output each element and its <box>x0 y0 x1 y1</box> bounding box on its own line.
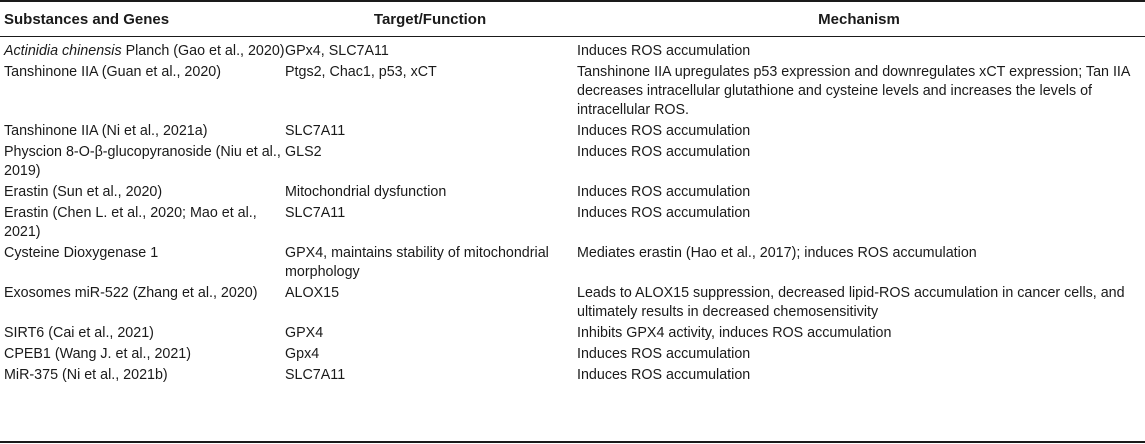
cell-mechanism: Induces ROS accumulation <box>577 205 751 221</box>
header-substances: Substances and Genes <box>4 11 170 28</box>
cell-substance-text: Cysteine Dioxygenase 1 <box>4 245 159 261</box>
cell-target: GPx4, SLC7A11 <box>285 43 389 59</box>
cell-mechanism: Induces ROS accumulation <box>577 367 751 383</box>
table-row <box>0 345 1145 364</box>
header-mechanism: Mechanism <box>818 11 900 28</box>
cell-substance <box>0 324 285 343</box>
cell-mechanism: Induces ROS accumulation <box>577 144 751 160</box>
cell-substance-text: Physcion 8-O-β-glucopyranoside (Niu et al., 2019) <box>4 144 281 179</box>
table-row <box>0 204 1145 242</box>
cell-substance-text: Erastin (Chen L. et al., 2020; Mao et al., 2021) <box>4 205 257 240</box>
cell-substance <box>0 345 285 364</box>
cell-substance-text: SIRT6 (Cai et al., 2021) <box>4 325 154 341</box>
cell-substance <box>0 42 285 61</box>
cell-target: SLC7A11 <box>285 123 346 139</box>
table-row <box>0 122 1145 141</box>
table-row <box>0 244 1145 282</box>
table-row <box>0 63 1145 120</box>
cell-substance-italic: Actinidia chinensis <box>4 43 122 59</box>
table-header-rule <box>0 36 1145 37</box>
table-header <box>0 2 1145 36</box>
cell-substance <box>0 63 285 82</box>
cell-mechanism: Induces ROS accumulation <box>577 346 751 362</box>
cell-substance-text: Erastin (Sun et al., 2020) <box>4 184 163 200</box>
cell-substance-text: MiR-375 (Ni et al., 2021b) <box>4 367 168 383</box>
cell-mechanism: Leads to ALOX15 suppression, decreased lipid-ROS accumulation in cancer cells, and ultimately results in decreased chemosensitivity <box>577 285 1125 320</box>
table-row <box>0 324 1145 343</box>
table-row <box>0 284 1145 322</box>
cell-substance-text: CPEB1 (Wang J. et al., 2021) <box>4 346 192 362</box>
cell-substance <box>0 244 285 263</box>
cell-substance-text: Tanshinone IIA (Guan et al., 2020) <box>4 64 221 80</box>
cell-mechanism: Induces ROS accumulation <box>577 43 751 59</box>
cell-substance <box>0 183 285 202</box>
cell-target: ALOX15 <box>285 285 340 301</box>
table-body <box>0 42 1145 387</box>
cell-substance <box>0 284 285 303</box>
cell-substance <box>0 366 285 385</box>
table-row <box>0 143 1145 181</box>
table-row <box>0 366 1145 385</box>
cell-substance-text: Tanshinone IIA (Ni et al., 2021a) <box>4 123 208 139</box>
table-row <box>0 183 1145 202</box>
cell-substance-text: Exosomes miR-522 (Zhang et al., 2020) <box>4 285 258 301</box>
cell-mechanism: Inhibits GPX4 activity, induces ROS accumulation <box>577 325 892 341</box>
cell-substance-text: Planch (Gao et al., 2020) <box>121 43 285 59</box>
cell-target: Ptgs2, Chac1, p53, xCT <box>285 64 437 80</box>
cell-target: GPX4, maintains stability of mitochondrial morphology <box>285 245 549 280</box>
cell-substance <box>0 143 285 181</box>
cell-target: SLC7A11 <box>285 205 346 221</box>
cell-target: Gpx4 <box>285 346 320 362</box>
table-bottom-rule <box>0 441 1145 443</box>
cell-mechanism: Induces ROS accumulation <box>577 123 751 139</box>
cell-mechanism: Tanshinone IIA upregulates p53 expression and downregulates xCT expression; Tan IIA decreases intracellular glutathione and cysteine levels and increases the levels of intracellular ROS. <box>577 64 1130 118</box>
header-target: Target/Function <box>373 11 487 28</box>
cell-target: GLS2 <box>285 144 322 160</box>
cell-target: GPX4 <box>285 325 324 341</box>
cell-mechanism: Mediates erastin (Hao et al., 2017); induces ROS accumulation <box>577 245 977 261</box>
cell-mechanism: Induces ROS accumulation <box>577 184 751 200</box>
cell-target: SLC7A11 <box>285 367 346 383</box>
cell-target: Mitochondrial dysfunction <box>285 184 447 200</box>
cell-substance <box>0 122 285 141</box>
cell-substance <box>0 204 285 242</box>
table-row <box>0 42 1145 61</box>
